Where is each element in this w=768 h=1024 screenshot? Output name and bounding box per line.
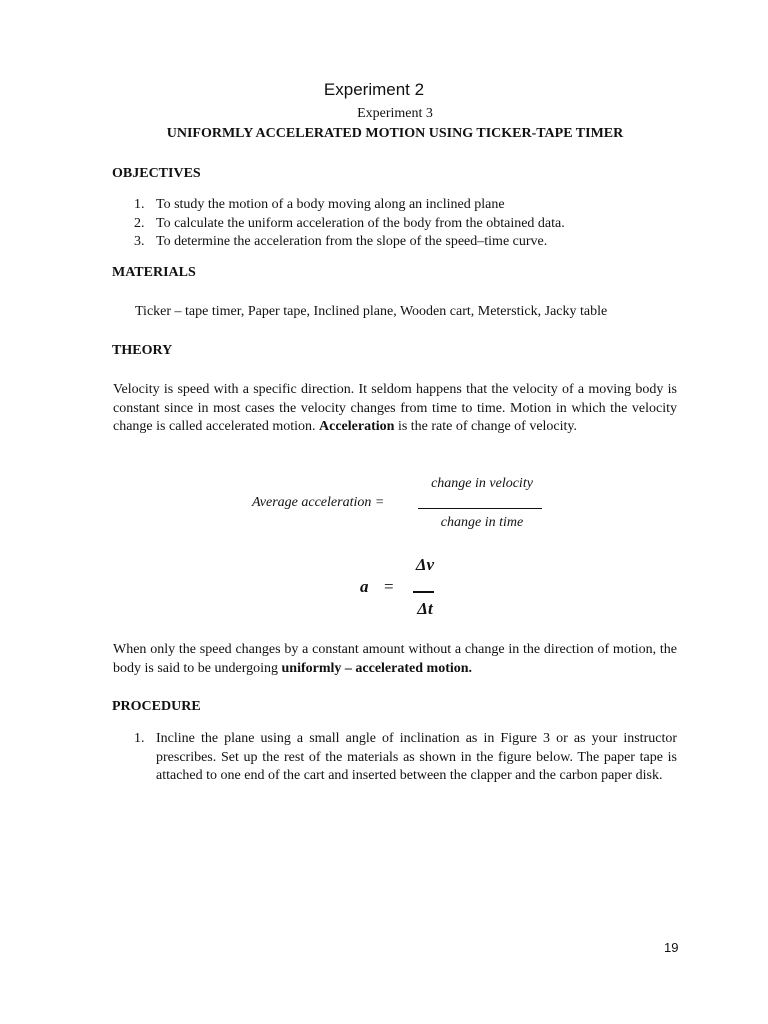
list-item-text: To calculate the uniform acceleration of the body from the obtained data. [156,215,565,231]
list-item-number: 2. [134,215,145,231]
document-heading: UNIFORMLY ACCELERATED MOTION USING TICKER-TAPE TIMER [166,126,624,141]
formula-equals: = [384,577,394,596]
page-number: 19 [664,940,679,955]
list-item [112,196,678,215]
formula-delta-v: Δv [415,555,435,574]
theory-paragraph-1 [113,381,677,437]
theory-text: is the rate of change of velocity. [394,419,578,435]
fraction-bar [413,591,434,593]
acceleration-term: Acceleration [319,419,395,435]
theory-text: Velocity is speed with a specific direction. It seldom happens that the velocity of a moving body is constant since in most cases the velocity changes from time to time. Motion in which the velocity change is called accelerated motion. [113,382,677,435]
objectives-list [112,196,678,252]
list-item-number: 1. [134,197,145,212]
procedure-list [112,730,677,786]
list-item [112,730,677,786]
list-item-number: 1. [134,731,145,746]
formula-average-acceleration-lhs: Average acceleration = [252,495,385,510]
materials-heading: MATERIALS [112,265,196,280]
objectives-heading: OBJECTIVES [112,166,201,181]
theory-paragraph-2 [113,641,677,678]
uniform-motion-term: uniformly – accelerated motion. [281,660,473,676]
list-item [112,215,678,234]
formula-delta-t: Δt [417,599,433,618]
theory-text: When only the speed changes by a constant amount without a change in the direction of motion, the body is said to be undergoing [113,642,677,676]
formula-numerator: change in velocity [431,476,533,491]
formula-a-symbol: a [360,577,369,596]
list-item-number: 3. [134,234,145,249]
list-item-text: To determine the acceleration from the slope of the speed–time curve. [156,234,548,249]
list-item [112,233,678,252]
formula-denominator: change in time [440,515,524,530]
fraction-bar [418,508,542,509]
list-item-text: Incline the plane using a small angle of inclination as in Figure 3 or as your instructor prescribes. Set up the rest of the materials as shown in the figure below. The paper tape is attached to one end of the cart and inserted between the clapper and the carbon paper disk. [156,731,677,783]
document-subtitle: Experiment 3 [357,106,433,121]
materials-list: Ticker – tape timer, Paper tape, Inclined plane, Wooden cart, Meterstick, Jacky table [135,304,608,319]
theory-heading: THEORY [112,343,173,358]
procedure-heading: PROCEDURE [112,699,201,714]
document-title: Experiment 2 [323,80,425,99]
list-item-text: To study the motion of a body moving along an inclined plane [156,197,505,212]
